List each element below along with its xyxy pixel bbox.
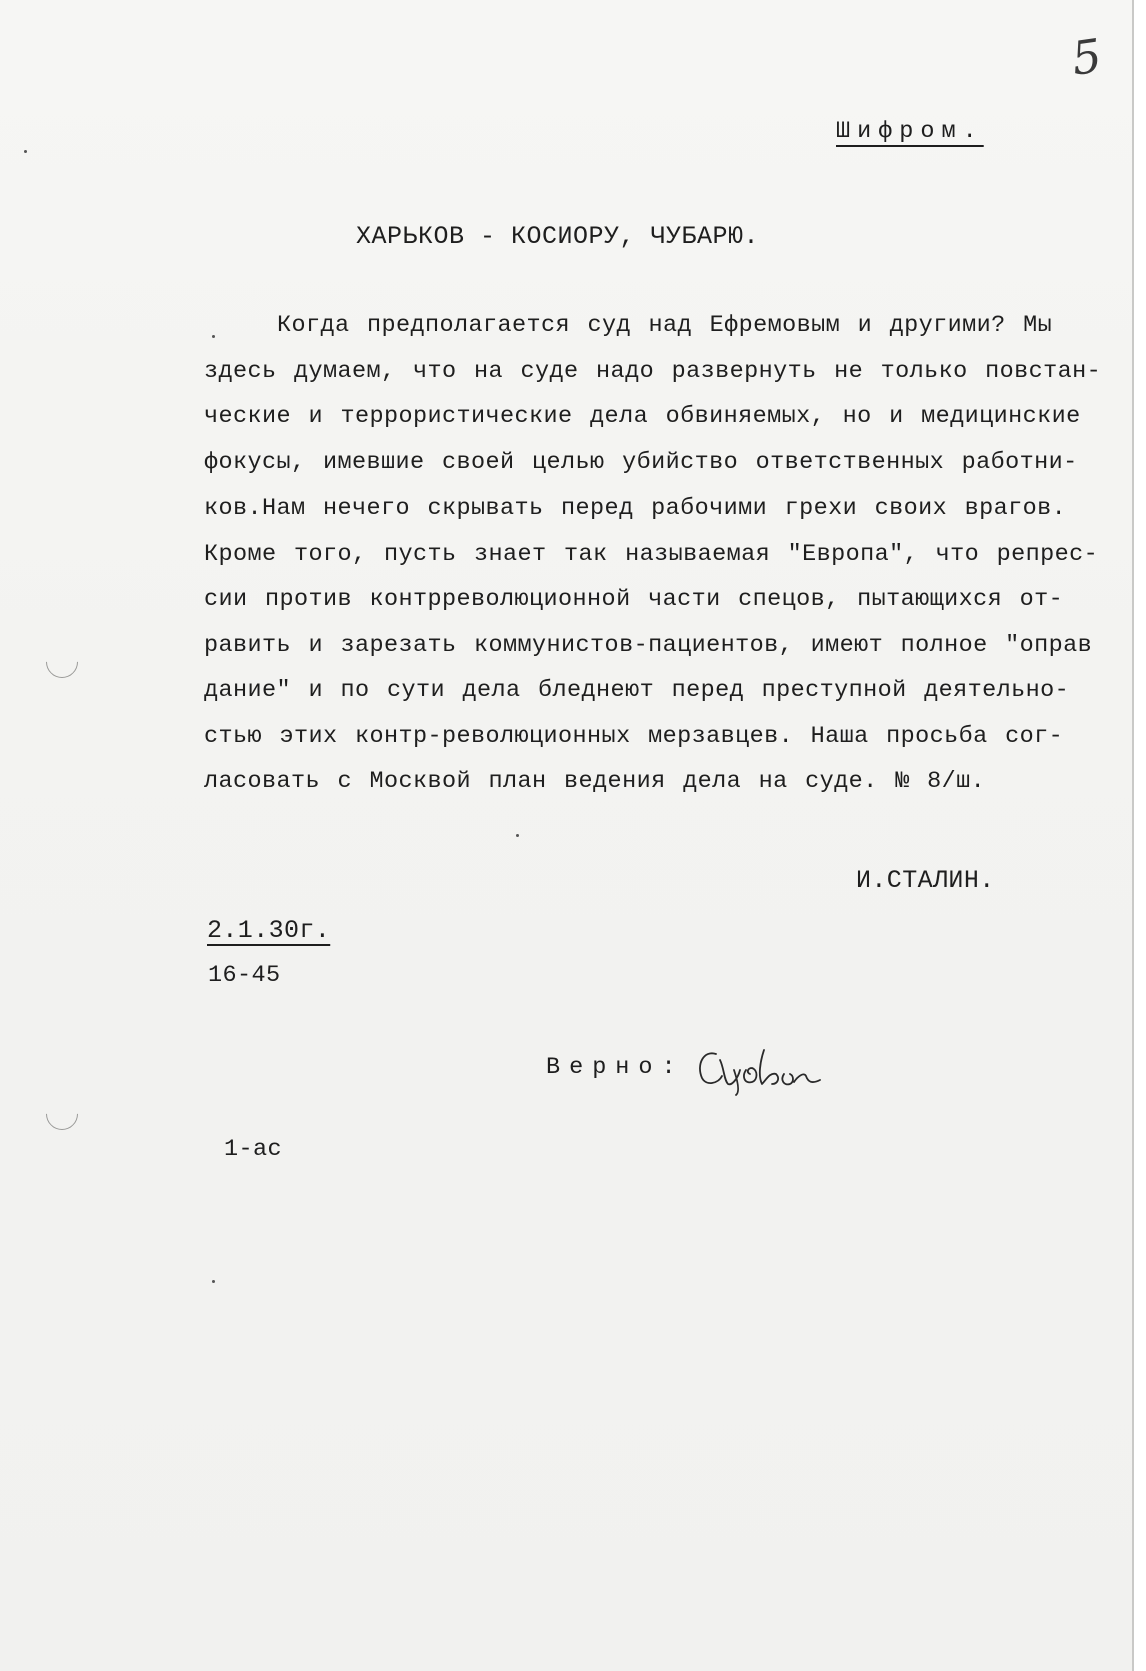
body-line-1: Когда предполагается суд над Ефремовым и другими? Мы — [277, 312, 1053, 339]
document-time: 16-45 — [208, 962, 281, 989]
signatory-name: И.СТАЛИН. — [856, 866, 995, 895]
handwritten-signature — [694, 1040, 824, 1096]
body-line-3: ческие и террористические дела обвиняемых, но и медицинские — [204, 403, 1081, 430]
body-line-11: ласовать с Москвой план ведения дела на суде. № 8/ш. — [204, 768, 986, 795]
body-line-10: стью этих контр-революционных мерзавцев. Наша просьба сог- — [204, 723, 1064, 750]
body-line-7: сии против контрреволюционной части спецов, пытающихся от- — [204, 586, 1064, 613]
page-edge — [1134, 0, 1146, 1671]
body-line-2: здесь думаем, что на суде надо развернуть не только повстан- — [204, 358, 1102, 385]
cipher-mark: Шифром. — [836, 118, 984, 145]
punch-hole — [39, 1091, 84, 1136]
body-line-5: ков.Нам нечего скрывать перед рабочими грехи своих врагов. — [204, 495, 1067, 522]
paper-speck — [516, 834, 519, 837]
punch-hole — [39, 639, 84, 684]
paper-speck — [24, 150, 27, 153]
certification-label: Верно: — [546, 1054, 685, 1081]
handwritten-page-number: 5 — [1068, 28, 1105, 86]
body-line-9: дание" и по сути дела бледнеют перед преступной деятельно- — [204, 677, 1070, 704]
paper-speck — [212, 335, 215, 338]
copy-reference: 1-ас — [224, 1136, 283, 1163]
addressee-line: ХАРЬКОВ - КОСИОРУ, ЧУБАРЮ. — [356, 222, 760, 251]
document-date: 2.1.30г. — [207, 916, 331, 945]
body-line-8: равить и зарезать коммунистов-пациентов, имеют полное "оправ — [204, 632, 1093, 659]
body-line-4: фокусы, имевшие своей целью убийство ответственных работни- — [204, 449, 1078, 476]
paper-speck — [212, 1280, 215, 1283]
body-line-6: Кроме того, пусть знает так называемая "Европа", что репрес- — [204, 541, 1099, 568]
